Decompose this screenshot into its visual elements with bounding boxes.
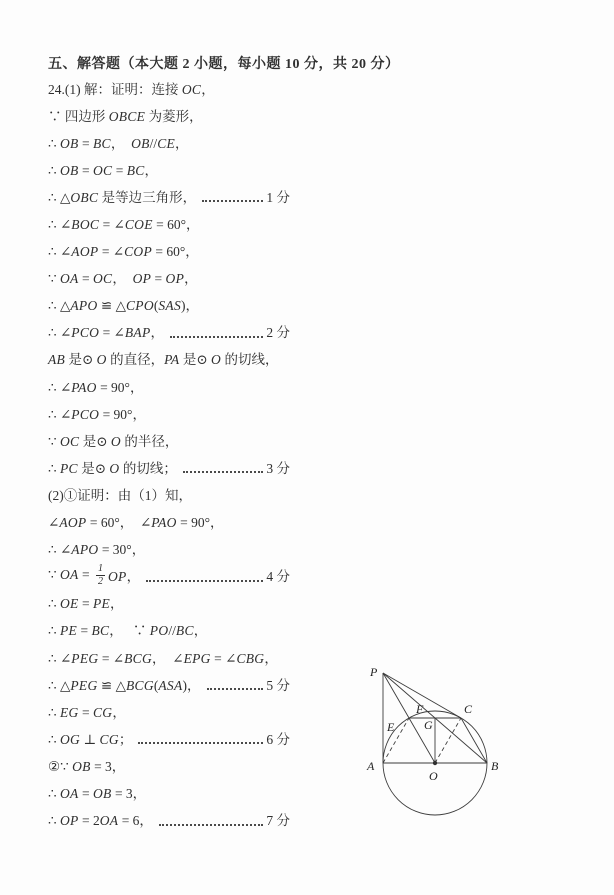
proof-line: ∴ ∠APO = 30°， xyxy=(48,542,146,558)
proof-line: ∴ EG = CG， xyxy=(48,704,126,720)
figure-label-E: E xyxy=(387,720,395,734)
proof-line: ∠AOP = 60°， ∠PAO = 90°， xyxy=(48,515,224,531)
fraction: $\frac{1}{2}$ xyxy=(97,563,103,587)
dotted-leader xyxy=(202,200,263,202)
score-label: 7 分 xyxy=(266,813,290,829)
proof-line: ∴ ∠PCO = 90°， xyxy=(48,406,146,422)
proof-line: ∴ OP = 2OA = 6， 7 分 xyxy=(48,806,290,833)
dotted-leader xyxy=(183,471,264,473)
dotted-leader xyxy=(146,580,263,582)
proof-line: ∴ OB = OC = BC， xyxy=(48,162,159,178)
figure-label-P: P xyxy=(370,665,378,679)
proof-line: ∵ OA = $\frac{1}{2}$ OP， 4 分 xyxy=(48,563,290,587)
proof-line: ∵ 四边形 OBCE 为菱形， xyxy=(48,108,203,124)
figure-label-A: A xyxy=(367,759,375,773)
line-BC xyxy=(461,718,487,763)
geometry-figure xyxy=(362,656,534,853)
proof-line: ∵ OA = OC， OP = OP， xyxy=(48,271,198,287)
proof-line: ∴ PC 是⊙ O 的切线； 3 分 xyxy=(48,453,290,480)
proof-line: ∵ OC 是⊙ O 的半径， xyxy=(48,433,179,449)
score-label: 1 分 xyxy=(266,189,290,205)
proof-line: ∴ OE = PE， xyxy=(48,596,124,612)
proof-line: ∴ PE = BC， ∵ PO//BC， xyxy=(48,623,208,639)
proof-line: ∴ OG ⊥ CG； 6 分 xyxy=(48,724,290,751)
proof-line: AB 是⊙ O 的直径，PA 是⊙ O 的切线， xyxy=(48,352,279,368)
proof-line: ∴ OA = OB = 3， xyxy=(48,785,147,801)
line-OC-dashed xyxy=(435,718,461,763)
figure-label-O: O xyxy=(429,769,438,783)
score-label: 2 分 xyxy=(266,325,290,341)
score-label: 4 分 xyxy=(266,569,290,585)
proof-line: ∴ OB = BC， OB//CE， xyxy=(48,135,189,151)
figure-label-F: F xyxy=(416,702,424,716)
proof-line: ∴ △OBC 是等边三角形， 1 分 xyxy=(48,182,290,209)
score-label: 3 分 xyxy=(266,460,290,476)
dotted-leader xyxy=(170,336,263,338)
figure-label-C: C xyxy=(464,702,473,716)
proof-line: ②∵ OB = 3， xyxy=(48,758,126,774)
proof-line: ∴ ∠PAO = 90°， xyxy=(48,379,144,395)
figure-label-B: B xyxy=(491,759,499,773)
dotted-leader xyxy=(207,688,264,690)
proof-line: 24.(1) 解：证明：连接 OC， xyxy=(48,81,215,97)
dotted-leader xyxy=(159,824,263,826)
proof-lines xyxy=(48,74,290,833)
figure-label-G: G xyxy=(424,718,433,732)
proof-line: ∴ ∠PCO = ∠BAP， 2 分 xyxy=(48,318,290,345)
proof-line: ∴ △APO ≌ △CPO(SAS)， xyxy=(48,298,200,314)
section-title: 五、解答题（本大题 2 小题，每小题 10 分，共 20 分） xyxy=(48,57,400,72)
proof-line: ∴ ∠BOC = ∠COE = 60°， xyxy=(48,217,200,233)
proof-line: (2)①证明：由（1）知， xyxy=(48,487,192,503)
proof-line: ∴ ∠PEG = ∠BCG， ∠EPG = ∠CBG， xyxy=(48,650,278,666)
proof-line: ∴ ∠AOP = ∠COP = 60°， xyxy=(48,244,199,260)
dotted-leader xyxy=(138,742,263,744)
center-dot-O xyxy=(433,761,437,765)
proof-line: ∴ △PEG ≌ △BCG(ASA)， 5 分 xyxy=(48,670,290,697)
score-label: 5 分 xyxy=(266,677,290,693)
score-label: 6 分 xyxy=(266,731,290,747)
